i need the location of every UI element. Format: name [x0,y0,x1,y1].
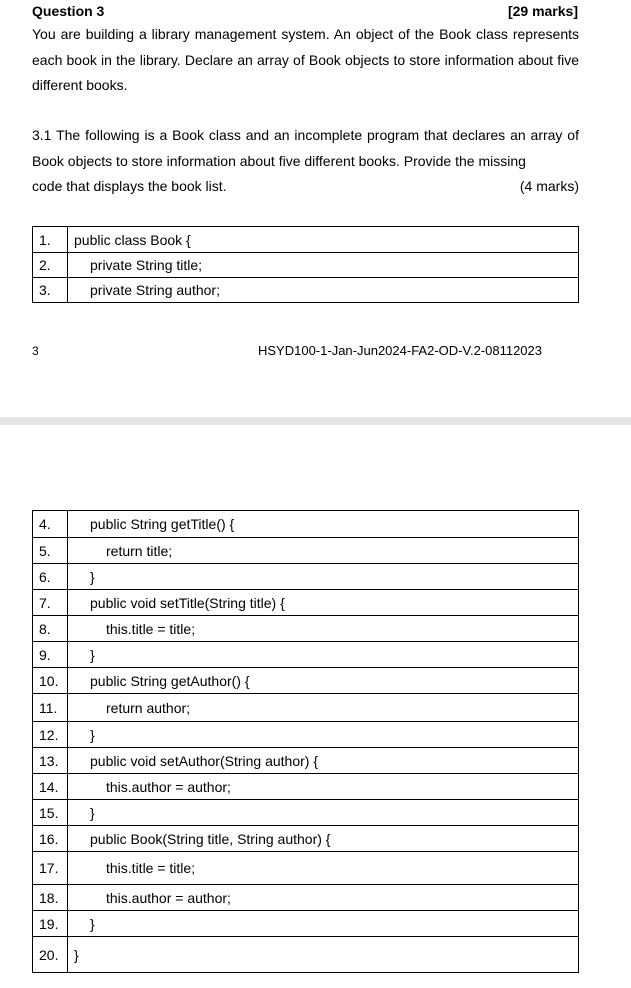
line-number: 20. [33,937,68,973]
code-text: } [68,722,579,748]
line-number: 12. [33,722,68,748]
code-text: this.title = title; [68,852,579,885]
code-line-row [33,590,579,616]
line-number: 16. [33,826,68,852]
code-line-row [33,616,579,642]
code-line-row [33,227,579,253]
line-number: 5. [33,538,68,564]
question-intro: You are building a library management system. An object of the Book class represents each book in the library. Declare an array of Book objects to store information about five different books. [32,26,579,93]
line-number: 9. [33,642,68,668]
code-text: } [68,937,579,973]
code-table-1 [32,226,579,303]
code-text: private String title; [68,253,579,278]
subquestion-body: 3.1 The following is a Book class and an incomplete program that declares an array of Book objects to store information about five different books. Provide the missing [32,127,579,169]
line-number: 17. [33,852,68,885]
code-line-row [33,722,579,748]
code-text: this.title = title; [68,616,579,642]
code-text: public void setAuthor(String author) { [68,748,579,774]
question-title: Question 3 [32,3,105,19]
code-line-row [33,885,579,911]
code-text: } [68,800,579,826]
line-number: 3. [33,278,68,303]
page-number: 3 [32,344,39,358]
line-number: 14. [33,774,68,800]
code-text: public Book(String title, String author) { [68,826,579,852]
line-number: 2. [33,253,68,278]
line-number: 18. [33,885,68,911]
question-marks: [29 marks] [507,3,578,19]
line-number: 7. [33,590,68,616]
code-text: private String author; [68,278,579,303]
code-line-row [33,852,579,885]
code-line-row [33,564,579,590]
line-number: 10. [33,668,68,694]
code-text: public class Book { [68,227,579,253]
code-table-2 [32,510,579,973]
code-text: return author; [68,694,579,722]
code-line-row [33,668,579,694]
page-separator [0,417,631,425]
code-line-row [33,748,579,774]
code-line-row [33,774,579,800]
code-line-row [33,278,579,303]
line-number: 19. [33,911,68,937]
code-text: this.author = author; [68,774,579,800]
code-text: public String getTitle() { [68,511,579,538]
code-line-row [33,642,579,668]
line-number: 4. [33,511,68,538]
code-line-row [33,253,579,278]
code-text: this.author = author; [68,885,579,911]
code-text: return title; [68,538,579,564]
code-text: public String getAuthor() { [68,668,579,694]
code-line-row [33,937,579,973]
line-number: 13. [33,748,68,774]
subquestion-text [32,123,579,200]
subquestion-last-line: code that displays the book list. [32,178,227,194]
code-text: } [68,911,579,937]
line-number: 11. [33,694,68,722]
code-text: } [68,642,579,668]
line-number: 6. [33,564,68,590]
code-line-row [33,826,579,852]
code-line-row [33,511,579,538]
line-number: 1. [33,227,68,253]
code-line-row [33,694,579,722]
code-line-row [33,800,579,826]
code-line-row [33,538,579,564]
line-number: 15. [33,800,68,826]
code-text: } [68,564,579,590]
document-code: HSYD100-1-Jan-Jun2024-FA2-OD-V.2-08112023 [258,343,543,358]
subquestion-marks: (4 marks) [519,178,579,194]
line-number: 8. [33,616,68,642]
code-text: public void setTitle(String title) { [68,590,579,616]
code-line-row [33,911,579,937]
